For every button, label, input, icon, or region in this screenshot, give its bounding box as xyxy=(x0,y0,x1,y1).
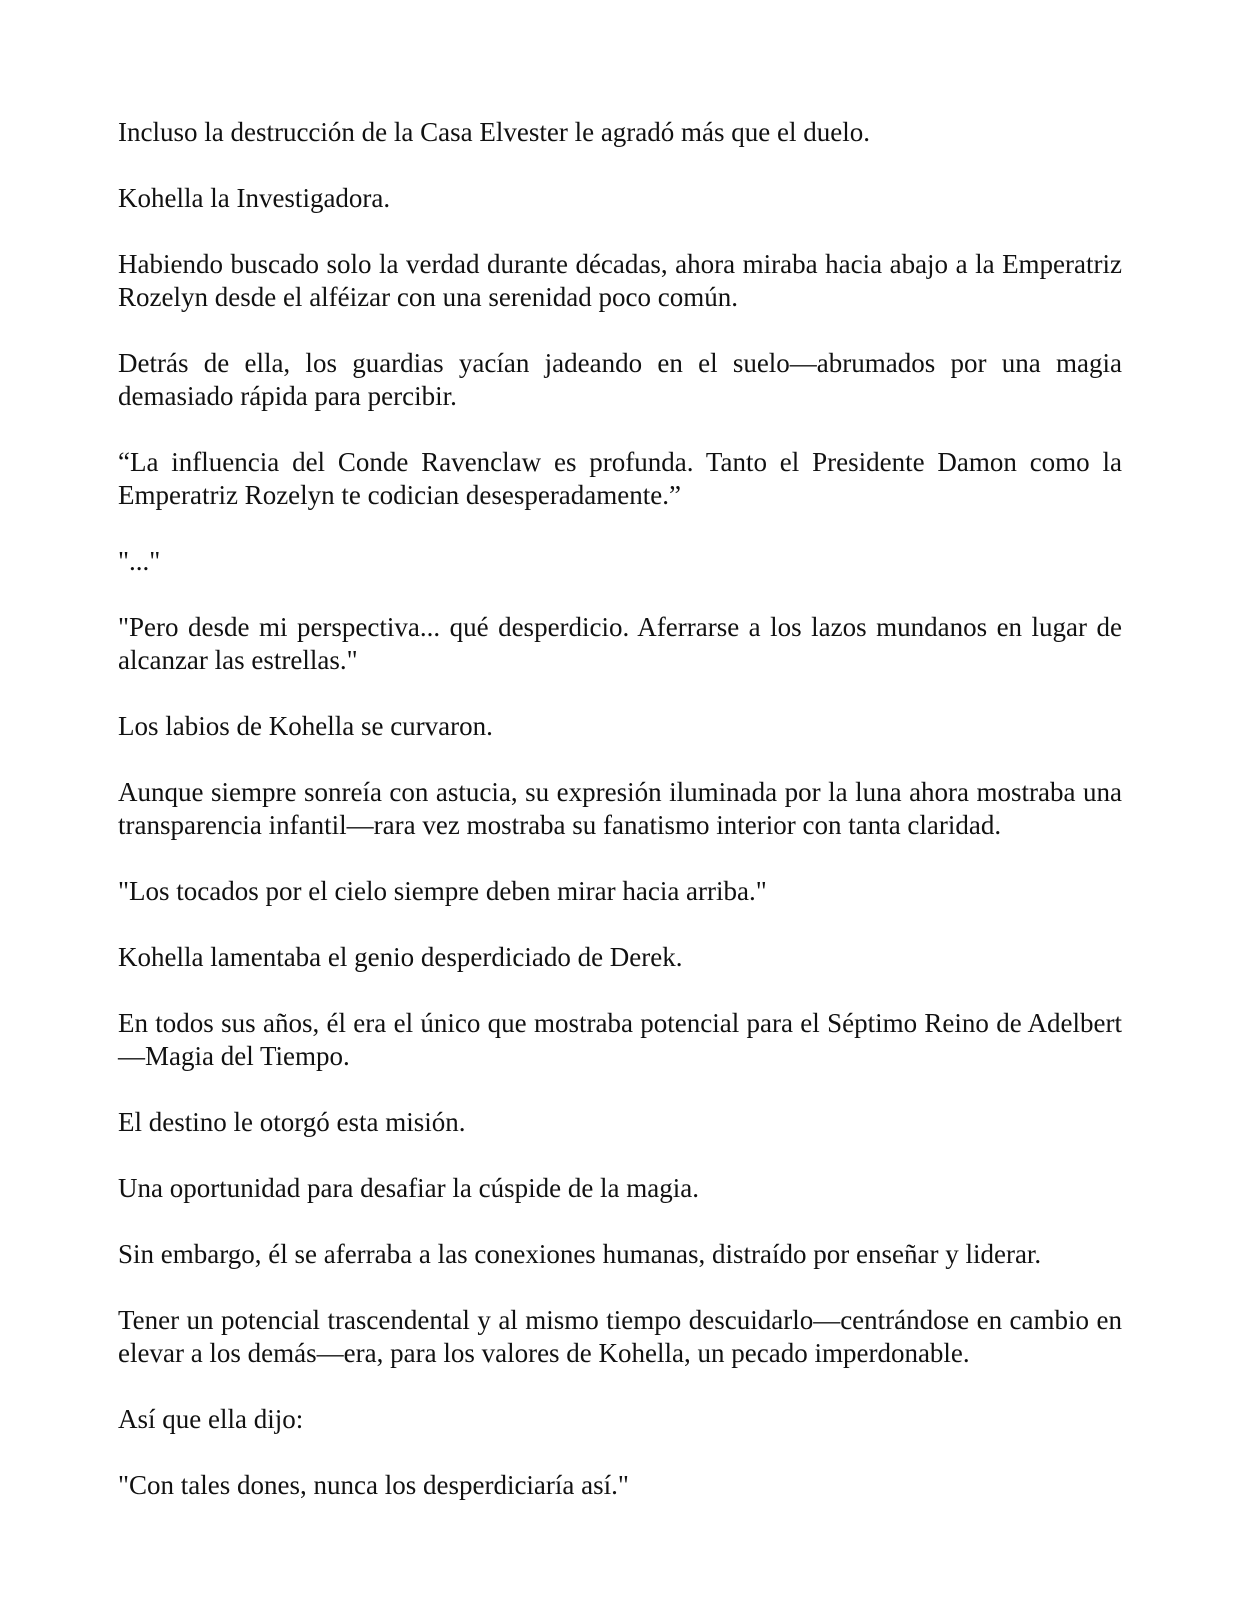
paragraph: El destino le otorgó esta misión. xyxy=(118,1107,466,1137)
paragraph: "Los tocados por el cielo siempre deben mirar hacia arriba." xyxy=(118,876,767,906)
paragraph: En todos sus años, él era el único que mostraba potencial para el Séptimo Reino de Adelbert—Magia del Tiempo. xyxy=(118,1008,1122,1071)
paragraph: Kohella lamentaba el genio desperdiciado de Derek. xyxy=(118,942,683,972)
paragraph: "Con tales dones, nunca los desperdiciaría así." xyxy=(118,1470,629,1500)
paragraph: Habiendo buscado solo la verdad durante décadas, ahora miraba hacia abajo a la Emperatriz Rozelyn desde el alféizar con una serenidad poco común. xyxy=(118,249,1122,312)
paragraph: Sin embargo, él se aferraba a las conexiones humanas, distraído por enseñar y liderar. xyxy=(118,1239,1042,1269)
document-page xyxy=(118,116,1122,1535)
paragraph: Kohella la Investigadora. xyxy=(118,183,391,213)
paragraph: Incluso la destrucción de la Casa Elvester le agradó más que el duelo. xyxy=(118,117,870,147)
paragraph: Aunque siempre sonreía con astucia, su expresión iluminada por la luna ahora mostraba una transparencia infantil—rara vez mostraba su fanatismo interior con tanta claridad. xyxy=(118,777,1122,840)
paragraph: Tener un potencial trascendental y al mismo tiempo descuidarlo—centrándose en cambio en elevar a los demás—era, para los valores de Kohella, un pecado imperdonable. xyxy=(118,1305,1122,1368)
paragraph: Así que ella dijo: xyxy=(118,1404,304,1434)
paragraph: "Pero desde mi perspectiva... qué desperdicio. Aferrarse a los lazos mundanos en lugar de alcanzar las estrellas." xyxy=(118,612,1122,675)
paragraph: Una oportunidad para desafiar la cúspide de la magia. xyxy=(118,1173,700,1203)
paragraph: “La influencia del Conde Ravenclaw es profunda. Tanto el Presidente Damon como la Emperatriz Rozelyn te codician desesperadamente.” xyxy=(118,447,1122,510)
paragraph: "..." xyxy=(118,546,161,576)
paragraph: Los labios de Kohella se curvaron. xyxy=(118,711,493,741)
paragraph: Detrás de ella, los guardias yacían jadeando en el suelo—abrumados por una magia demasiado rápida para percibir. xyxy=(118,348,1122,411)
